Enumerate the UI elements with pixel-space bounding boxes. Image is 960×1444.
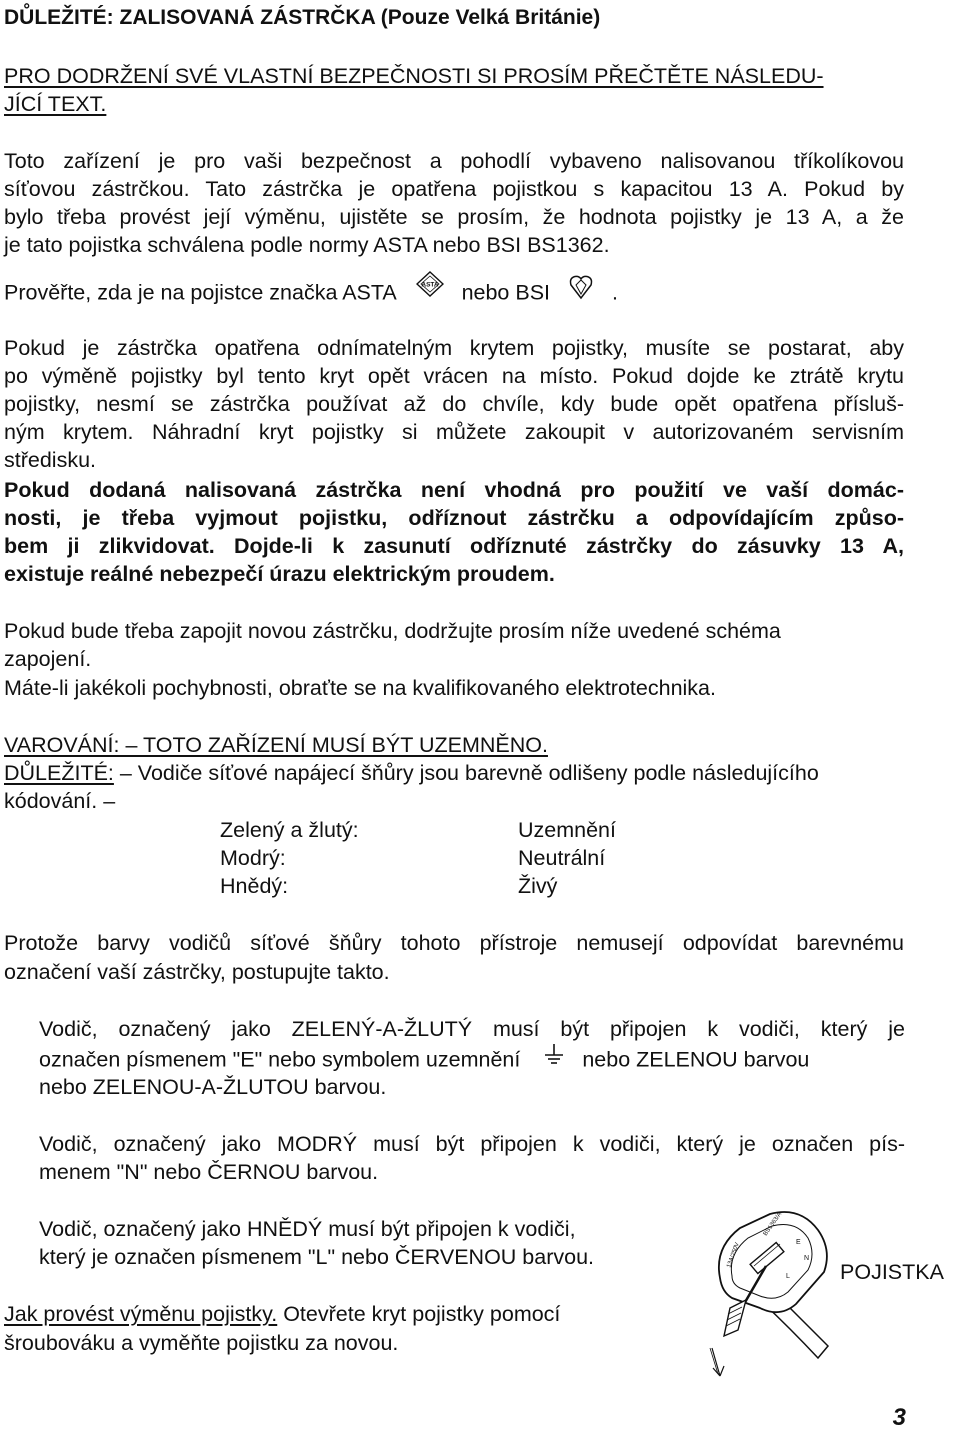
para4-line-1: Protože barvy vodičů síťové šňůry tohoto přístroje nemusejí odpovídat barevnému <box>4 931 904 955</box>
green-yellow-line-1: Vodič, označený jako ZELENÝ-A-ŽLUTÝ musí být připojen k vodiči, který je <box>39 1017 905 1041</box>
blue-line-1: Vodič, označený jako MODRÝ musí být připojen k vodiči, který je označen pís- <box>39 1132 905 1156</box>
para3-line-2: zapojení. <box>4 647 92 671</box>
para2-line-4: ným krytem. Náhradní kryt pojistky si můžete zakoupit v autorizovaném servisním <box>4 420 904 444</box>
important-line-1 <box>4 759 819 788</box>
brown-line-1: Vodič, označený jako HNĚDÝ musí být připojen k vodiči, <box>39 1217 576 1241</box>
fuse-change-line-2: šroubováku a vyměňte pojistku za novou. <box>4 1331 399 1355</box>
green-yellow-line-2a: označen písmenem "E" nebo symbolem uzemnění <box>39 1047 521 1072</box>
plug-standard-text: BS1363/A <box>762 1211 784 1238</box>
fuse-change-link: Jak provést výměnu pojistky. <box>4 1302 278 1326</box>
para2-line-5: středisku. <box>4 448 97 472</box>
check-marks-line <box>4 277 618 311</box>
para1-line-3: bylo třeba provést její výměnu, ujistěte se prosím, že hodnota pojistky je 13 A, a že <box>4 205 904 229</box>
important-label: DŮLEŽITÉ: <box>4 761 114 785</box>
para4-line-2: označení vaší zástrčky, postupujte takto. <box>4 960 390 984</box>
important-line-2: kódování. – <box>4 789 116 813</box>
wire-color-blue: Modrý: <box>220 846 286 870</box>
blue-line-2: menem "N" nebo ČERNOU barvou. <box>39 1160 379 1184</box>
check-marks-suffix: . <box>612 280 618 305</box>
important-rest: – Vodiče síťové napájecí šňůry jsou barevně odlišeny podle následujícího <box>113 761 819 785</box>
check-marks-prefix: Prověřte, zda je na pojistce značka ASTA <box>4 280 396 305</box>
wire-meaning-earth: Uzemnění <box>518 818 616 842</box>
bold-para-line-2: nosti, je třeba vyjmout pojistku, odříznout zástrčku a odpovídajícím způso- <box>4 506 904 530</box>
green-yellow-line-2 <box>39 1045 809 1077</box>
para2-line-2: po výměně pojistky byl tento kryt opět vrácen na místo. Pokud dojde ke ztrátě krytu <box>4 364 904 388</box>
green-yellow-line-2b: nebo ZELENOU barvou <box>582 1047 810 1072</box>
check-marks-middle: nebo BSI <box>461 280 551 305</box>
plug-fuse-illustration <box>700 1208 840 1396</box>
read-notice-line-1: PRO DODRŽENÍ SVÉ VLASTNÍ BEZPEČNOSTI SI PROSÍM PŘEČTĚTE NÁSLEDU- <box>4 64 824 88</box>
para3-line-1: Pokud bude třeba zapojit novou zástrčku, dodržujte prosím níže uvedené schéma <box>4 619 781 643</box>
para1-line-2: síťovou zástrčkou. Tato zástrčka je opatřena pojistkou s kapacitou 13 A. Pokud by <box>4 177 904 201</box>
brown-line-2: který je označen písmenem "L" nebo ČERVENOU barvou. <box>39 1245 595 1269</box>
para2-line-3: pojistky, nesmí se zástrčka používat až do chvíle, kdy bude opět opatřena přísluš- <box>4 392 904 416</box>
wire-meaning-neutral: Neutrální <box>518 846 606 870</box>
bsi-kitemark-icon <box>568 274 594 308</box>
page-title: DŮLEŽITÉ: ZALISOVANÁ ZÁSTRČKA (Pouze Velká Británie) <box>4 6 601 29</box>
asta-mark-icon <box>416 271 444 305</box>
green-yellow-line-3: nebo ZELENOU-A-ŽLUTOU barvou. <box>39 1075 387 1099</box>
plug-rating-text: 13A/250V <box>726 1241 741 1269</box>
fuse-change-line-1 <box>4 1300 560 1329</box>
fuse-change-rest: Otevřete kryt pojistky pomocí <box>277 1302 561 1326</box>
warning-line: VAROVÁNÍ: – TOTO ZAŘÍZENÍ MUSÍ BÝT UZEMNĚNO. <box>4 733 548 757</box>
bold-para-line-4: existuje reálné nebezpečí úrazu elektrickým proudem. <box>4 562 555 586</box>
para1-line-1: Toto zařízení je pro vaši bezpečnost a pohodlí vybaveno nalisovanou tříkolíkovou <box>4 149 904 173</box>
wire-color-green-yellow: Zelený a žlutý: <box>220 818 359 842</box>
bold-para-line-3: bem ji zlikvidovat. Dojde-li k zasunutí odříznuté zástrčky do zásuvky 13 A, <box>4 534 904 558</box>
page-number: 3 <box>892 1404 906 1431</box>
wire-meaning-live: Živý <box>518 874 558 898</box>
bold-para-line-1: Pokud dodaná nalisovaná zástrčka není vhodná pro použití ve vaší domác- <box>4 478 904 502</box>
earth-symbol-icon <box>544 1043 564 1075</box>
plug-pin-l-label: L <box>786 1273 790 1280</box>
plug-pin-e-label: E <box>796 1239 801 1246</box>
plug-pin-n-label: N <box>804 1255 810 1262</box>
para1-line-4: je tato pojistka schválena podle normy ASTA nebo BSI BS1362. <box>4 233 610 257</box>
read-notice-line-2: JÍCÍ TEXT. <box>4 92 107 116</box>
asta-mark-text: ASTA <box>420 281 439 289</box>
fuse-label: POJISTKA <box>840 1260 944 1284</box>
para3-line-3: Máte-li jakékoli pochybnosti, obraťte se na kvalifikovaného elektrotechnika. <box>4 676 716 700</box>
wire-color-brown: Hnědý: <box>220 874 289 898</box>
para2-line-1: Pokud je zástrčka opatřena odnímatelným krytem pojistky, musíte se postarat, aby <box>4 336 904 360</box>
